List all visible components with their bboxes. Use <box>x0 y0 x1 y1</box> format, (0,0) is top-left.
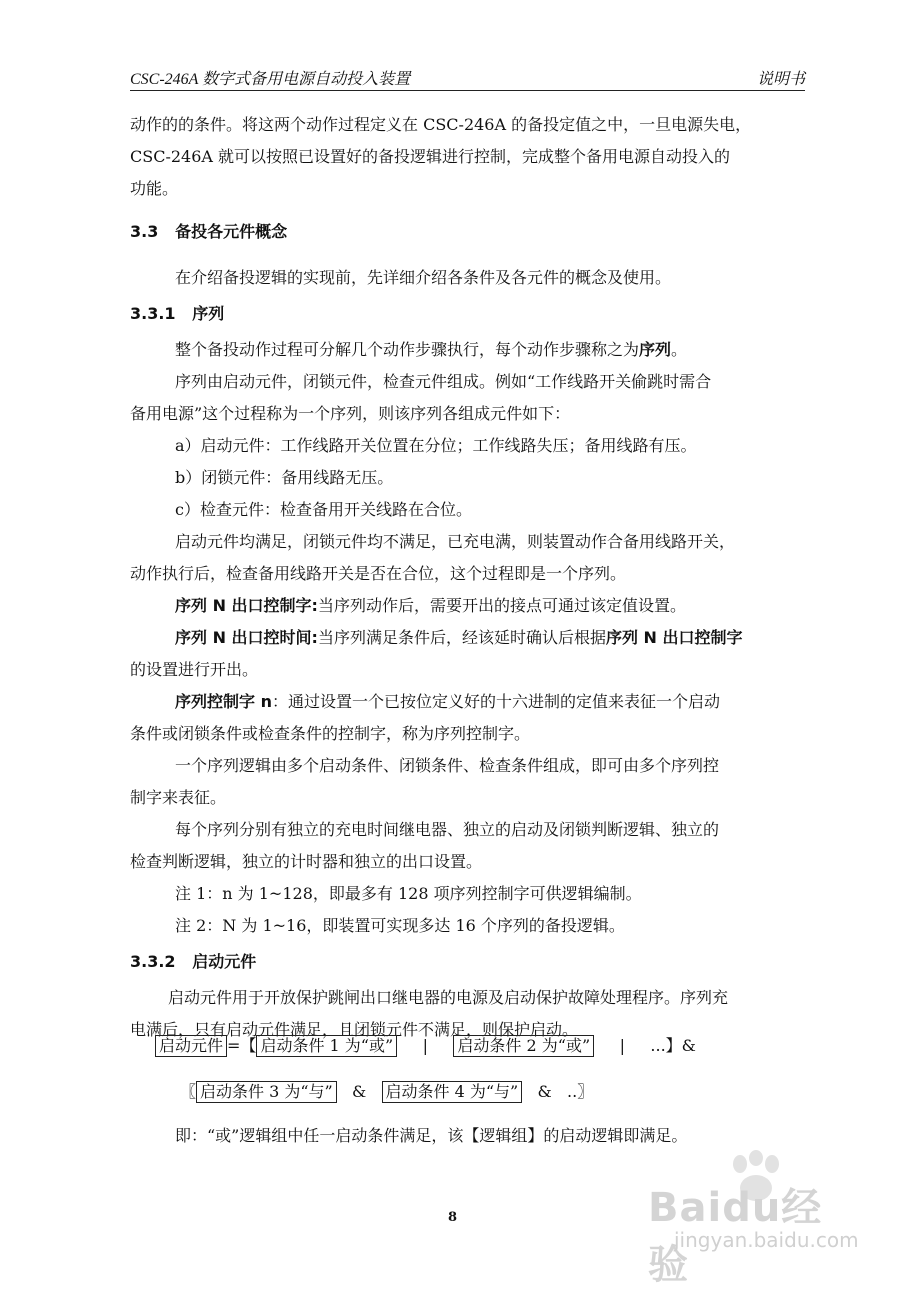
text-run: 当序列动作后，需要开出的接点可通过该定值设置。 <box>317 596 686 615</box>
sequence-independence-line-1: 每个序列分别有独立的充电时间继电器、独立的启动及闭锁判断逻辑、独立的 <box>175 820 720 839</box>
start-condition-2-box: 启动条件 2 为“或” <box>453 1035 594 1057</box>
section-title: 启动元件 <box>192 952 257 971</box>
baidu-jingyan-watermark <box>648 1150 859 1288</box>
section-title: 序列 <box>192 304 225 323</box>
text-run: 整个备投动作过程可分解几个动作步骤执行，每个动作步骤称之为 <box>175 340 640 359</box>
formula-operator: & <box>537 1082 552 1101</box>
note-2: 注 2：N 为 1~16，即装置可实现多达 16 个序列的备投逻辑。 <box>175 916 625 935</box>
formula-operator: & <box>352 1082 367 1101</box>
intro-line-3: 功能。 <box>130 179 179 198</box>
sequence-logic-line-2: 制字来表征。 <box>130 788 227 807</box>
intro-line-2: CSC-246A 就可以按照已设置好的备投逻辑进行控制，完成整个备用电源自动投入的 <box>130 147 731 166</box>
formula-operator: | <box>619 1036 625 1055</box>
header-title: CSC-246A 数字式备用电源自动投入装置 <box>130 71 411 88</box>
term-output-control-word: 序列 N 出口控制字: <box>175 596 318 615</box>
formula-tail: ...】& <box>650 1036 696 1055</box>
intro-line-1: 动作的的条件。将这两个动作过程定义在 CSC-246A 的备投定值之中，一旦电源失电， <box>130 115 752 134</box>
start-element-formula-line-2 <box>180 1080 593 1104</box>
formula-operator: 〖 <box>180 1082 197 1101</box>
sequence-independence-line-2: 检查判断逻辑，独立的计时器和独立的出口设置。 <box>130 852 483 871</box>
term-output-control-time: 序列 N 出口控时间: <box>175 628 318 647</box>
start-condition-4-box: 启动条件 4 为“与” <box>382 1081 523 1103</box>
section-title: 备投各元件概念 <box>175 222 288 241</box>
watermark-url: jingyan.baidu.com <box>674 1228 859 1252</box>
sequence-definition <box>175 340 687 360</box>
section-number: 3.3.1 <box>130 304 176 323</box>
term-output-control-word: 序列 N 出口控制字 <box>605 628 743 647</box>
term-sequence: 序列 <box>639 340 672 359</box>
list-item-c: c）检查元件：检查备用开关线路在合位。 <box>175 500 472 519</box>
sequence-process-line-2: 动作执行后，检查备用线路开关是否在合位，这个过程即是一个序列。 <box>130 564 627 583</box>
header-doc-type: 说明书 <box>756 71 805 88</box>
list-item-b: b）闭锁元件：备用线路无压。 <box>175 468 394 487</box>
formula-operator: | <box>422 1036 428 1055</box>
section-number: 3.3.2 <box>130 952 176 971</box>
section-3-3-2-heading <box>130 952 256 972</box>
term-sequence-control-word: 序列控制字 n <box>175 692 272 711</box>
sequence-control-word-line-1 <box>175 692 720 712</box>
section-number: 3.3 <box>130 222 159 241</box>
section-3-3-heading <box>130 222 287 242</box>
or-logic-explanation: 即：“或”逻辑组中任一启动条件满足，该【逻辑组】的启动逻辑即满足。 <box>175 1126 688 1145</box>
sequence-process-line-1: 启动元件均满足，闭锁元件均不满足，已充电满，则装置动作合备用线路开关， <box>175 532 736 551</box>
section-3-3-1-heading <box>130 304 224 324</box>
page-number: 8 <box>447 1210 458 1225</box>
watermark-brand: Baidu经验 <box>648 1185 823 1288</box>
output-control-time-line-1 <box>175 628 743 648</box>
text-run: 当序列满足条件后，经该延时确认后根据 <box>317 628 606 647</box>
sequence-control-word-line-2: 条件或闭锁条件或检查条件的控制字，称为序列控制字。 <box>130 724 531 743</box>
start-condition-3-box: 启动条件 3 为“与” <box>196 1081 337 1103</box>
text-run: ：通过设置一个已按位定义好的十六进制的定值来表征一个启动 <box>271 692 720 711</box>
list-item-a: a）启动元件：工作线路开关位置在分位；工作线路失压；备用线路有压。 <box>175 436 697 455</box>
sequence-composition-line-2: 备用电源”这个过程称为一个序列，则该序列各组成元件如下： <box>130 404 571 423</box>
start-element-line-1: 启动元件用于开放保护跳闸出口继电器的电源及启动保护故障处理程序。序列充 <box>168 988 729 1007</box>
page-header <box>130 64 805 91</box>
note-1: 注 1：n 为 1~128，即最多有 128 项序列控制字可供逻辑编制。 <box>175 884 642 903</box>
start-condition-1-box: 启动条件 1 为“或” <box>256 1035 397 1057</box>
section-3-3-para: 在介绍备投逻辑的实现前，先详细介绍各条件及各元件的概念及使用。 <box>175 268 672 287</box>
text-run: 。 <box>671 340 688 359</box>
start-element-box: 启动元件 <box>155 1035 227 1057</box>
sequence-composition-line-1: 序列由启动元件，闭锁元件，检查元件组成。例如“工作线路开关偷跳时需合 <box>175 372 712 391</box>
formula-tail: ..〗 <box>567 1082 594 1101</box>
sequence-logic-line-1: 一个序列逻辑由多个启动条件、闭锁条件、检查条件组成，即可由多个序列控 <box>175 756 720 775</box>
output-control-word <box>175 596 686 616</box>
start-element-line-2: 电满后，只有启动元件满足，且闭锁元件不满足，则保护启动。 <box>130 1020 579 1039</box>
start-element-formula-line-1 <box>155 1034 696 1058</box>
formula-operator: =【 <box>227 1036 257 1055</box>
output-control-time-line-2: 的设置进行开出。 <box>130 660 259 679</box>
